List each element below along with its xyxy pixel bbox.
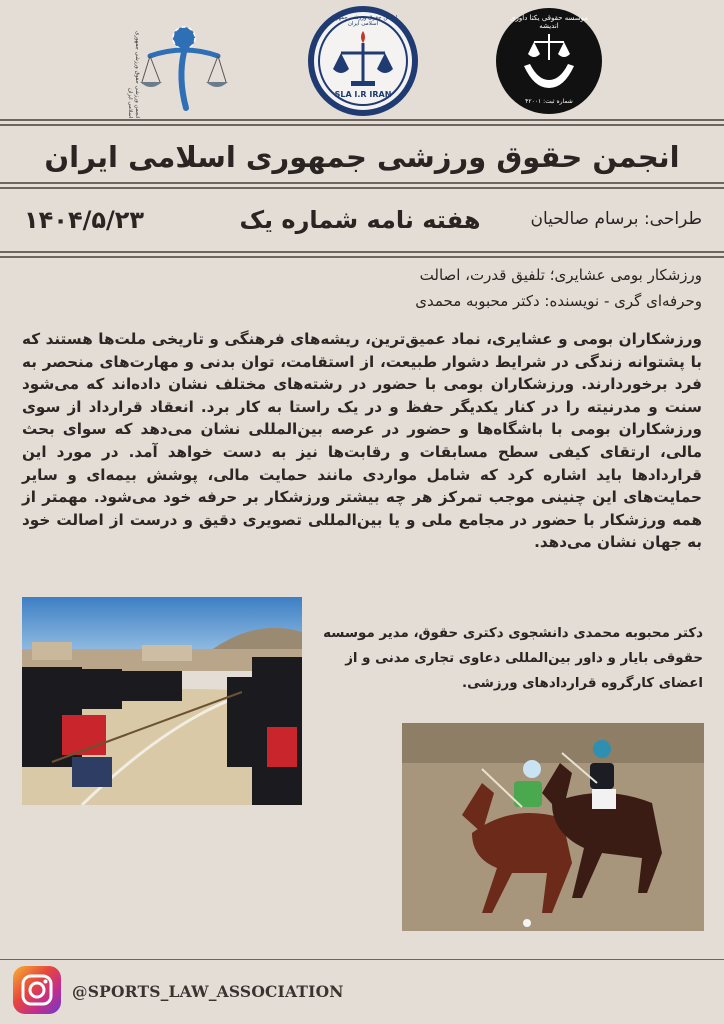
- designer-credit: طراحی: برسام صالحیان: [530, 209, 702, 229]
- divider: [0, 256, 724, 258]
- instagram-glyph: [13, 966, 61, 1014]
- issue-date: ۱۴۰۴/۵/۲۳: [24, 206, 145, 234]
- logo-center-caption: انجمن حقوق ورزشی جمهوری اسلامی ایران: [328, 15, 398, 27]
- horse-polo-image: [402, 723, 704, 931]
- divider: [0, 959, 724, 960]
- divider: [0, 182, 724, 184]
- logo-left-caption: انجمن ورزشی حقوق ورزشی جمهوری اسلامی ایران: [127, 30, 140, 118]
- divider: [0, 251, 724, 253]
- hands-scales-icon: [514, 26, 584, 96]
- tug-of-war-photo: [22, 597, 302, 805]
- divider: [0, 187, 724, 189]
- logo-right-reg: شماره ثبت: ۴۲۰۰۱: [525, 98, 573, 105]
- association-logo-left: [127, 8, 232, 118]
- instagram-icon[interactable]: [13, 966, 61, 1014]
- page-title: انجمن حقوق ورزشی جمهوری اسلامی ایران: [44, 140, 680, 174]
- author-bio: دکتر محبوبه محمدی دانشجوی دکتری حقوق، مدیر موسسه حقوقی بایار و داور بین‌المللی دعاوی تجاری مدنی و از اعضای کارگروه قراردادهای ورزشی.: [323, 626, 703, 691]
- scales-football-icon: [136, 8, 232, 118]
- institute-logo-right: [496, 8, 602, 114]
- divider: [0, 124, 724, 126]
- article-body: ورزشکاران بومی و عشایری، نماد عمیق‌ترین، ریشه‌های فرهنگی و تاریخی ملت‌ها هستند که با پشتوانه زندگی در شرایط دشوار طبیعت، از استقامت، توان بدنی و مهارت‌های منحصر به فرد برخوردارند. ورزشکاران بومی با حضور در رشته‌های مختلف نشان داده‌اند که می‌شود سنت و مدرنیته را در کنار یکدیگر حفظ و در یک راستا به کار برد. انعقاد قرارداد از سوی ورزشکاران بومی با باشگاه‌ها و حضور در عرصه بین‌المللی نشان می‌دهد که سوای بحث مالی، ارتقای کیفی سطح مسابقات و رقابت‌ها نیز به دست خواهد آمد. در مورد این قراردادها باید اشاره کرد که شامل مواردی مانند حمایت مالی، پوشش بیمه‌ای و سایر حمایت‌های این چنینی موجب تمرکز هر چه بیشتر ورزشکار بر حرفه خود می‌شود. مهمتر از همه ورزشکار با حضور در مجامع ملی و یا بین‌المللی تصویری دقیق و درست از اصالت خود به جهان نشان می‌دهد.: [22, 330, 702, 552]
- logo-center-abbr: SLA I.R IRAN: [334, 90, 392, 99]
- article-byline: وحرفه‌ای گری - نویسنده: دکتر محبوبه محمدی: [415, 292, 702, 310]
- divider: [0, 119, 724, 121]
- issue-number: هفته نامه شماره یک: [239, 206, 481, 234]
- logo-right-caption: موسسه حقوقی یکتا داوری اندیشه: [510, 14, 588, 30]
- tug-of-war-image: [22, 597, 302, 805]
- instagram-handle[interactable]: @SPORTS_LAW_ASSOCIATION: [72, 982, 344, 1001]
- horse-polo-photo: [402, 723, 704, 931]
- association-logo-center: [308, 6, 418, 116]
- article-headline: ورزشکار بومی عشایری؛ تلفیق قدرت، اصالت: [419, 266, 702, 284]
